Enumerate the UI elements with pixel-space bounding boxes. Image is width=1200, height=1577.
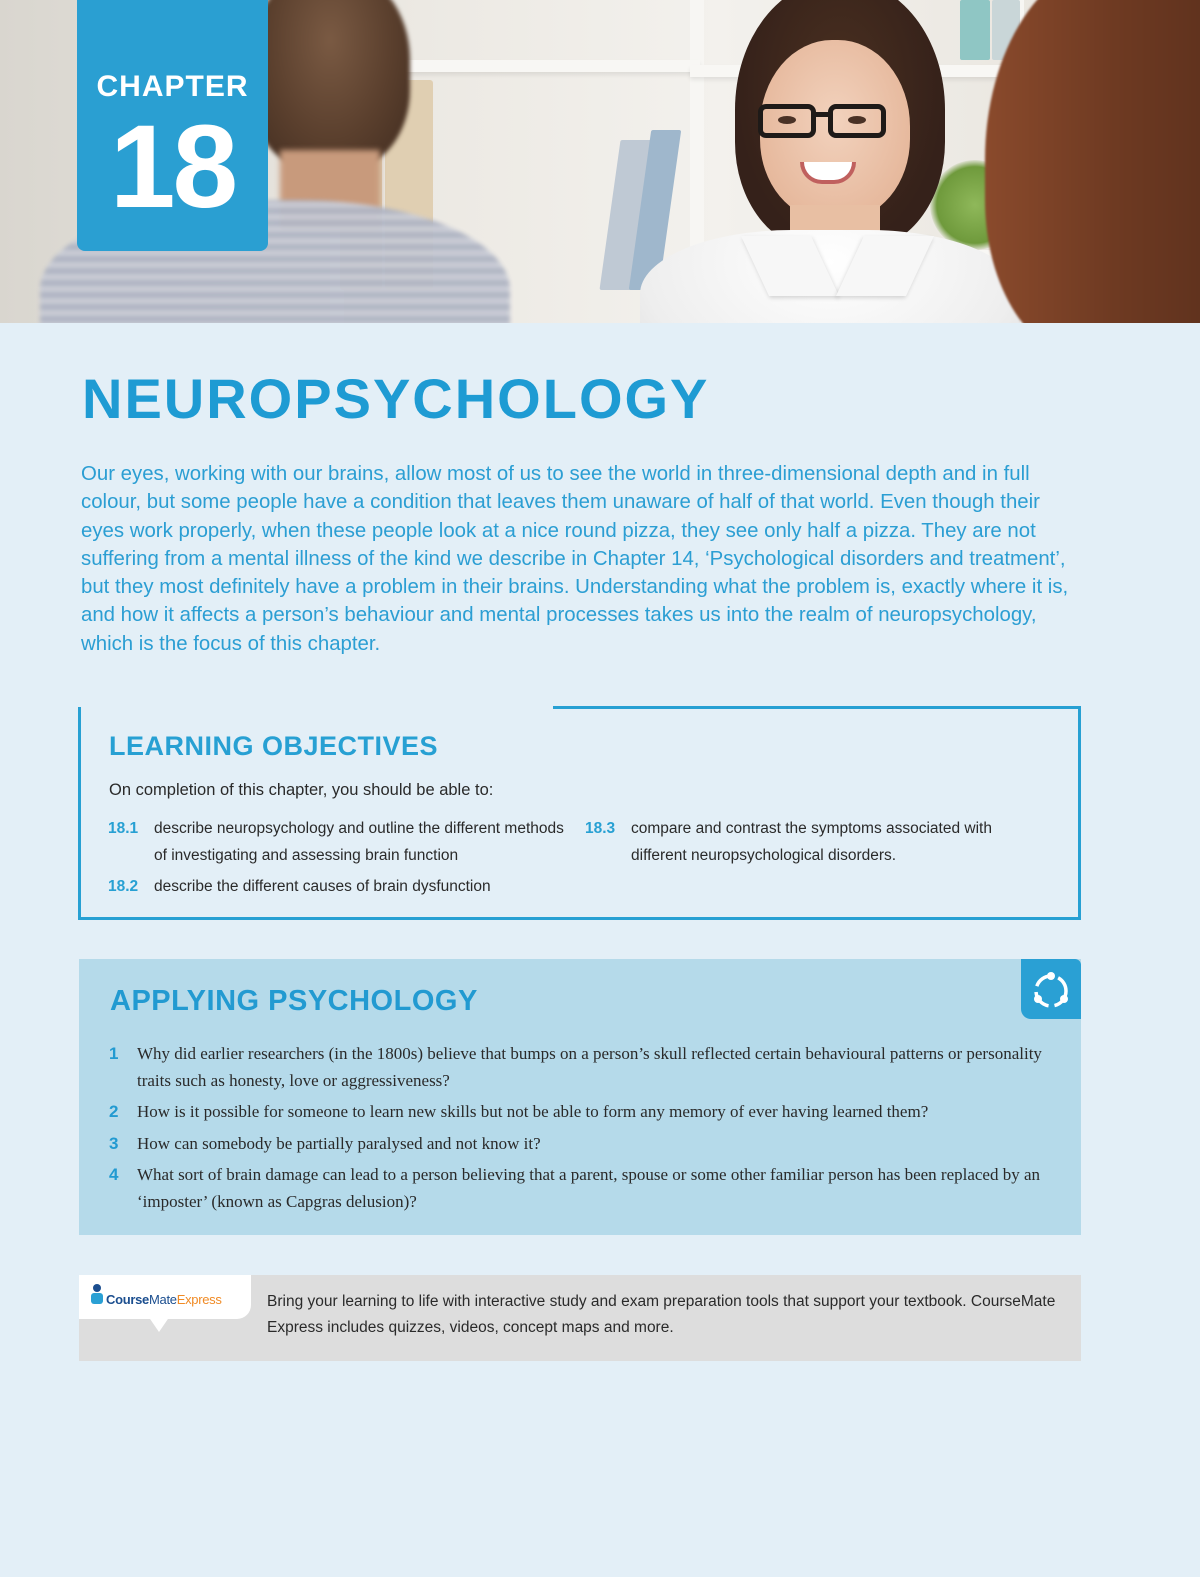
- cycle-arrows-icon: [1021, 959, 1081, 1019]
- logo-mate: Mate: [149, 1292, 177, 1307]
- objective-text: describe neuropsychology and outline the different methods of investigating and assessing brain function: [154, 820, 564, 864]
- coursemate-description: Bring your learning to life with interactive study and exam preparation tools that support your textbook. CourseMate Express includes quizzes, videos, concept maps and more.: [267, 1293, 1056, 1336]
- question-text: What sort of brain damage can lead to a person believing that a parent, spouse or some other familiar person has been replaced by an ‘imposter’ (known as Capgras delusion)?: [137, 1165, 1041, 1211]
- objective-number: 18.2: [108, 878, 139, 895]
- chapter-tab: [77, 0, 268, 251]
- question-text: How is it possible for someone to learn new skills but not be able to form any memory of ever having learned them?: [137, 1102, 929, 1121]
- coursemate-logo-text: [106, 1292, 222, 1307]
- coursemate-logo-icon: [88, 1283, 106, 1305]
- logo-course: Course: [106, 1292, 149, 1307]
- question-number: 4: [109, 1165, 119, 1184]
- page-title: NEUROPSYCHOLOGY: [82, 367, 710, 430]
- applying-psychology-title: APPLYING PSYCHOLOGY: [110, 985, 478, 1017]
- chapter-number: 18: [109, 101, 236, 233]
- learning-objectives-intro: On completion of this chapter, you should be able to:: [109, 781, 494, 799]
- question-number: 3: [109, 1134, 119, 1153]
- objective-number: 18.3: [585, 820, 616, 837]
- objective-number: 18.1: [108, 820, 139, 837]
- question-number: 1: [109, 1044, 119, 1063]
- question-text: Why did earlier researchers (in the 1800s) believe that bumps on a person’s skull reflected certain behavioural patterns or personality traits such as honesty, love or aggressiveness?: [137, 1044, 1042, 1090]
- learning-objectives-border: [553, 706, 1081, 709]
- objective-text: describe the different causes of brain dysfunction: [154, 878, 491, 895]
- question-text: How can somebody be partially paralysed and not know it?: [137, 1134, 541, 1153]
- chapter-label: CHAPTER: [96, 70, 249, 103]
- logo-express: Express: [176, 1292, 222, 1307]
- question-number: 2: [109, 1102, 119, 1121]
- intro-paragraph: Our eyes, working with our brains, allow most of us to see the world in three-dimensional depth and in full colour, but some people have a condition that leaves them unaware of half of that world. Even though their eyes work properly, when these people look at a nice round pizza, they see only half a pizza. They are not suffering from a mental illness of the kind we describe in Chapter 14, ‘Psychological disorders and treatment’, but they most definitely have a problem in their brains. Understanding what the problem is, exactly where it is, and how it affects a person’s behaviour and mental processes takes us into the realm of neuropsychology, which is the focus of this chapter.: [81, 463, 1069, 655]
- objective-text: compare and contrast the symptoms associated with different neuropsychological disorders.: [631, 820, 992, 864]
- learning-objectives-title: LEARNING OBJECTIVES: [109, 731, 439, 761]
